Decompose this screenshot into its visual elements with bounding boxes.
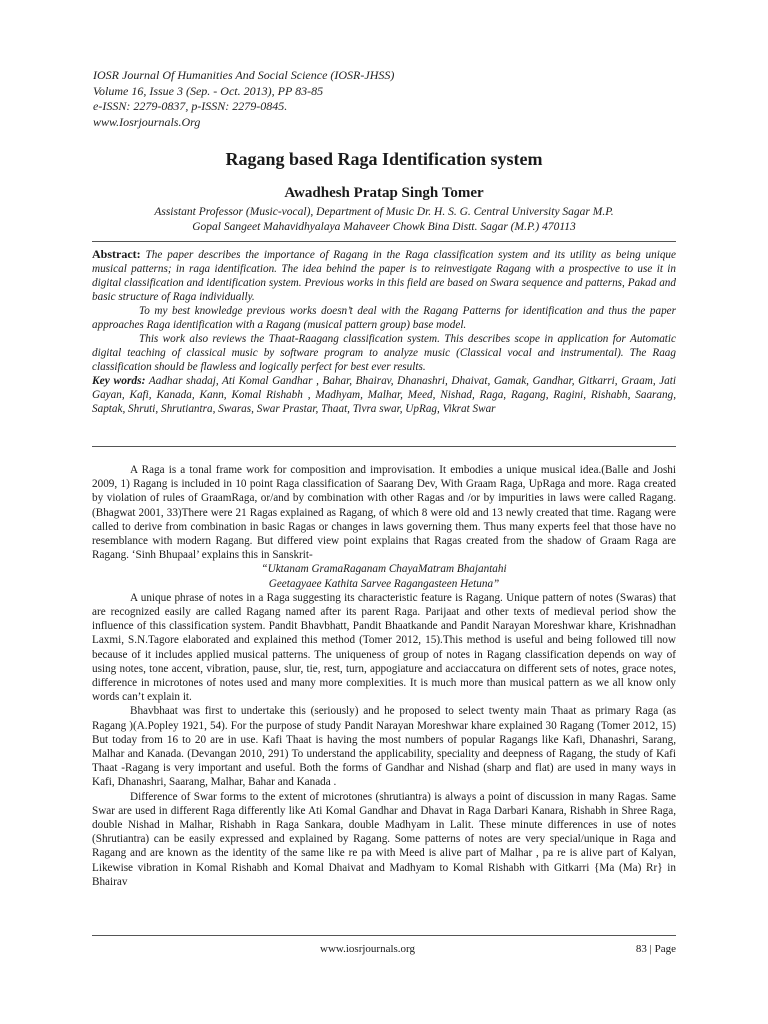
body-paragraph-4: Difference of Swar forms to the extent of microtones (shrutiantra) is always a point of discussion in many Ragas. Same Swar are used in different Raga differently like Ati Komal Gandhar and Dhavat in Raga Darbari Kanara, Rishabh in Shree Raga, double Nishad in Malhar, Rishabh in Raga Sankara, double Madhyam in Lalit. These minute differences in use of notes (Shrutiantra) can be easily expressed and explained by Ragang. Some patterns of notes are very special/unique in Raga and Ragang and are known as the identity of the same like re pa with Meed is alive part of Malhar , pa re is alive part of Kalyan, Likewise vibration in Komal Rishabh and Komal Dhaivat and Madhyam to Komal Rishabh with Gitkarri {Ma (Ma) Rr} in Bhairav — [92, 790, 676, 888]
body-section — [92, 463, 676, 889]
footer-rule — [92, 935, 676, 936]
journal-volume: Volume 16, Issue 3 (Sep. - Oct. 2013), PP 83-85 — [93, 83, 324, 98]
sanskrit-verse-line-2: Geetagyaee Kathita Sarvee Ragangasteen Hetuna” — [268, 577, 500, 590]
abstract-label: Abstract: — [92, 247, 141, 261]
body-paragraph-1: A Raga is a tonal frame work for composition and improvisation. It embodies a unique musical idea.(Balle and Joshi 2009, 1) Ragang is included in 10 point Raga classification of Saarang Dev, With Graam Raga, UpRaga and more. Raga created by violation of rules of GraamRaga, or/and by combination with other Ragas and /or by impurities in laws were called Ragang.(Bhagwat 2001, 33)There were 21 Ragas explained as Ragang, of which 8 were old and 13 newly created that time. Ragang were called to derive from combination in basic Ragas or changes in laws governing them. Thus many experts feel that those have no resemblance with modern Ragang. But differed view point explains that Ragas created from the shadow of Graam Raga are Ragang. ‘Sinh Bhupaal’ explains this in Sanskrit- — [92, 464, 676, 562]
paper-title: Ragang based Raga Identification system — [225, 149, 543, 169]
journal-website[interactable]: www.Iosrjournals.Org — [93, 114, 201, 129]
author-name: Awadhesh Pratap Singh Tomer — [284, 185, 484, 201]
abstract-bottom-rule — [92, 446, 676, 447]
abstract-paragraph-1: Abstract: The paper describes the importance of Ragang in the Raga classification system and its utility as being unique musical patterns; in raga identification. The idea behind the paper is to reinvestigate Ragang with a prospective to use it in digital classification and identification system. Previous works in this field are based on Swara sequence and patterns, Pakad and basic structure of Raga individually. — [92, 247, 676, 303]
abstract-section — [92, 247, 676, 416]
body-paragraph-2: A unique phrase of notes in a Raga suggesting its characteristic feature is Ragang. Unique pattern of notes (Swaras) that are recognized easily are called Ragang named after its parent Raga. Parijaat and other texts of medieval period show the influence of this classification system. Pandit Bhavbhatt, Pandit Bhaatkande and Pandit Narayan Moreshwar khare, Krishnadhan Laxmi, S.N.Tagore elaborated and explained this method (Tomer 2012, 15).This method is useful and being followed till now because of it includes applied musical patterns. The uniqueness of group of notes in Ragang classification depends on way of using notes, tone accent, vibration, pause, slur, tie, rest, turn, appogiature and acciaccatura on different sets of notes, grace notes, difference in microtones of notes used and many more complexities. It is much more than musical pattern as we all know only words can’t explain it. — [92, 591, 676, 704]
keywords-list: Aadhar shadaj, Ati Komal Gandhar , Bahar, Bhairav, Dhanashri, Dhaivat, Gamak, Gandhar, Gitkarri, Graam, Jati Gayan, Kafi, Kanada, Kann, Komal Rishabh , Madhyam, Malhar, Meed, Nishad, Raga, Ragang, Ragini, Rishabh, Saarang, Saptak, Shruti, Shrutiantra, Swaras, Swar Prastar, Thaat, Tivra swar, UpRag, Vikrat Swar — [92, 375, 676, 415]
abstract-paragraph-3: This work also reviews the Thaat-Raagang classification system. This describes scope in application for Automatic digital teaching of classical music by software program to analyze music (Classical vocal and instrumental). The Raag classification should be flawless and logically perfect for best ever results. — [92, 333, 676, 373]
page-number: 83 | Page — [635, 943, 676, 955]
keywords-paragraph — [92, 374, 676, 416]
journal-header — [93, 68, 394, 130]
body-paragraph-3: Bhavbhaat was first to undertake this (seriously) and he proposed to select twenty main Thaat as primary Raga (as Ragang )(A.Popley 1921, 54). For the purpose of study Pandit Narayan Moreshwar khare explained 30 Ragang (Tomer 2012, 15) But today from 16 to 20 are in use. Kafi Thaat is having the most numbers of popular Ragangs like Kafi, Dhanashri, Sarang, Malhar and Kanada. (Devangan 2010, 291) To understand the applicability, speciality and deepness of Ragang, the study of Kafi Thaat -Ragang is very important and useful. Both the forms of Gandhar and Nishad (sharp and flat) are used in many ways in Kafi, Dhanashri, Saarang, Malhar, Bahar and Kanada . — [92, 705, 676, 789]
affiliation-line-1: Assistant Professor (Music-vocal), Department of Music Dr. H. S. G. Central University Sagar M.P. — [154, 206, 614, 218]
abstract-top-rule — [92, 241, 676, 242]
author-affiliation — [0, 205, 768, 235]
abstract-paragraph-2: To my best knowledge previous works doesn’t deal with the Ragang Patterns for identification and thus the paper approaches Raga identification with a Ragang (musical pattern group) base model. — [92, 305, 676, 331]
journal-issn: e-ISSN: 2279-0837, p-ISSN: 2279-0845. — [93, 99, 288, 113]
affiliation-line-2: Gopal Sangeet Mahavidhyalaya Mahaveer Chowk Bina Distt. Sagar (M.P.) 470113 — [192, 221, 576, 233]
journal-name: IOSR Journal Of Humanities And Social Science (IOSR-JHSS) — [93, 68, 395, 82]
keywords-label: Key words: — [92, 375, 146, 387]
footer-url[interactable]: www.iosrjournals.org — [320, 943, 416, 955]
sanskrit-verse-line-1: “Uktanam GramaRaganam ChayaMatram Bhajantahi — [261, 563, 507, 576]
